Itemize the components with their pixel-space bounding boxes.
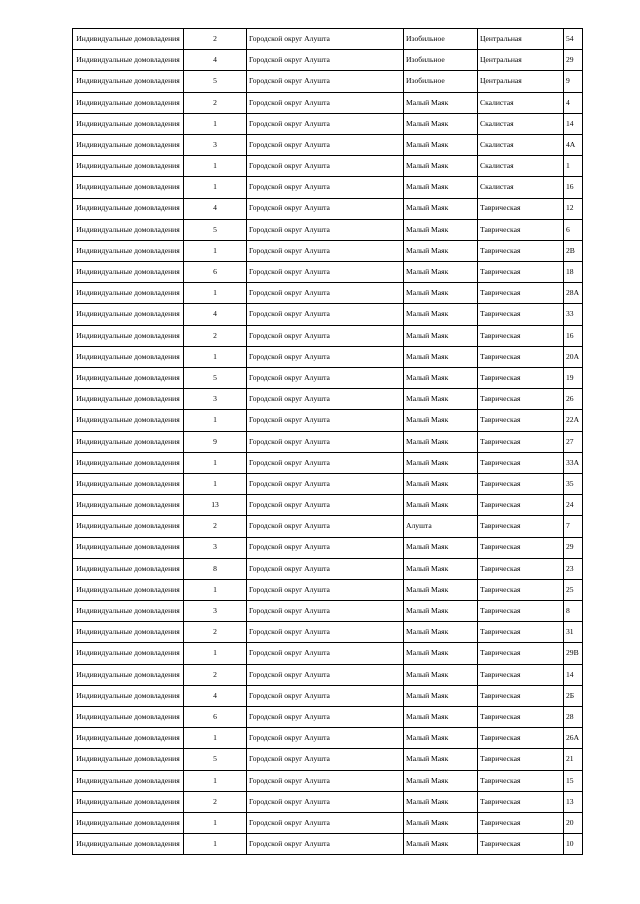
cell-street: Скалистая xyxy=(478,134,564,155)
housing-table xyxy=(72,28,583,855)
cell-count: 3 xyxy=(184,389,247,410)
cell-house-number: 20А xyxy=(564,346,583,367)
cell-locality: Малый Маяк xyxy=(404,834,478,855)
table-row xyxy=(73,770,583,791)
cell-house-number: 1 xyxy=(564,156,583,177)
cell-count: 9 xyxy=(184,431,247,452)
cell-locality: Алушта xyxy=(404,516,478,537)
cell-house-number: 21 xyxy=(564,749,583,770)
cell-district: Городской округ Алушта xyxy=(247,812,404,833)
table-row xyxy=(73,707,583,728)
cell-district: Городской округ Алушта xyxy=(247,113,404,134)
cell-type: Индивидуальные домовладения xyxy=(73,389,184,410)
cell-locality: Малый Маяк xyxy=(404,452,478,473)
cell-district: Городской округ Алушта xyxy=(247,283,404,304)
table-row xyxy=(73,262,583,283)
cell-count: 4 xyxy=(184,50,247,71)
cell-count: 2 xyxy=(184,29,247,50)
cell-district: Городской округ Алушта xyxy=(247,495,404,516)
cell-street: Таврическая xyxy=(478,325,564,346)
cell-district: Городской округ Алушта xyxy=(247,770,404,791)
cell-street: Таврическая xyxy=(478,389,564,410)
cell-type: Индивидуальные домовладения xyxy=(73,346,184,367)
cell-district: Городской округ Алушта xyxy=(247,452,404,473)
table-row xyxy=(73,579,583,600)
cell-street: Таврическая xyxy=(478,495,564,516)
cell-count: 1 xyxy=(184,452,247,473)
cell-district: Городской округ Алушта xyxy=(247,728,404,749)
cell-district: Городской округ Алушта xyxy=(247,643,404,664)
cell-locality: Малый Маяк xyxy=(404,240,478,261)
table-row xyxy=(73,198,583,219)
cell-district: Городской округ Алушта xyxy=(247,558,404,579)
cell-locality: Малый Маяк xyxy=(404,410,478,431)
cell-type: Индивидуальные домовладения xyxy=(73,304,184,325)
cell-street: Скалистая xyxy=(478,177,564,198)
cell-type: Индивидуальные домовладения xyxy=(73,707,184,728)
cell-count: 4 xyxy=(184,304,247,325)
cell-locality: Малый Маяк xyxy=(404,791,478,812)
cell-street: Таврическая xyxy=(478,685,564,706)
cell-count: 1 xyxy=(184,346,247,367)
cell-count: 1 xyxy=(184,728,247,749)
cell-street: Таврическая xyxy=(478,749,564,770)
cell-count: 1 xyxy=(184,240,247,261)
cell-type: Индивидуальные домовладения xyxy=(73,368,184,389)
cell-locality: Малый Маяк xyxy=(404,134,478,155)
cell-street: Таврическая xyxy=(478,728,564,749)
cell-street: Скалистая xyxy=(478,156,564,177)
cell-count: 2 xyxy=(184,92,247,113)
cell-street: Центральная xyxy=(478,50,564,71)
cell-district: Городской округ Алушта xyxy=(247,791,404,812)
cell-locality: Малый Маяк xyxy=(404,325,478,346)
cell-type: Индивидуальные домовладения xyxy=(73,410,184,431)
cell-house-number: 19 xyxy=(564,368,583,389)
cell-count: 2 xyxy=(184,791,247,812)
table-row xyxy=(73,622,583,643)
table-row xyxy=(73,346,583,367)
cell-house-number: 26А xyxy=(564,728,583,749)
cell-type: Индивидуальные домовладения xyxy=(73,791,184,812)
cell-district: Городской округ Алушта xyxy=(247,622,404,643)
cell-street: Таврическая xyxy=(478,240,564,261)
cell-house-number: 26 xyxy=(564,389,583,410)
cell-locality: Малый Маяк xyxy=(404,389,478,410)
cell-count: 1 xyxy=(184,812,247,833)
cell-district: Городской округ Алушта xyxy=(247,707,404,728)
cell-street: Центральная xyxy=(478,29,564,50)
cell-type: Индивидуальные домовладения xyxy=(73,262,184,283)
cell-district: Городской округ Алушта xyxy=(247,304,404,325)
cell-house-number: 12 xyxy=(564,198,583,219)
cell-street: Таврическая xyxy=(478,262,564,283)
cell-locality: Малый Маяк xyxy=(404,664,478,685)
cell-house-number: 24 xyxy=(564,495,583,516)
table-row xyxy=(73,749,583,770)
cell-count: 4 xyxy=(184,198,247,219)
cell-street: Скалистая xyxy=(478,92,564,113)
cell-type: Индивидуальные домовладения xyxy=(73,685,184,706)
cell-street: Таврическая xyxy=(478,452,564,473)
cell-locality: Малый Маяк xyxy=(404,622,478,643)
cell-count: 1 xyxy=(184,473,247,494)
table-row xyxy=(73,537,583,558)
table-row xyxy=(73,473,583,494)
cell-count: 2 xyxy=(184,622,247,643)
table-row xyxy=(73,177,583,198)
table-row xyxy=(73,495,583,516)
cell-type: Индивидуальные домовладения xyxy=(73,134,184,155)
table-row xyxy=(73,685,583,706)
table-row xyxy=(73,219,583,240)
cell-house-number: 29 xyxy=(564,50,583,71)
cell-type: Индивидуальные домовладения xyxy=(73,177,184,198)
cell-count: 3 xyxy=(184,601,247,622)
cell-count: 2 xyxy=(184,664,247,685)
cell-type: Индивидуальные домовладения xyxy=(73,643,184,664)
cell-count: 1 xyxy=(184,283,247,304)
document-page xyxy=(72,28,582,855)
cell-type: Индивидуальные домовладения xyxy=(73,325,184,346)
cell-house-number: 27 xyxy=(564,431,583,452)
cell-house-number: 15 xyxy=(564,770,583,791)
cell-type: Индивидуальные домовладения xyxy=(73,431,184,452)
cell-locality: Малый Маяк xyxy=(404,283,478,304)
cell-locality: Малый Маяк xyxy=(404,92,478,113)
cell-locality: Малый Маяк xyxy=(404,198,478,219)
cell-house-number: 4А xyxy=(564,134,583,155)
cell-locality: Малый Маяк xyxy=(404,177,478,198)
cell-house-number: 33А xyxy=(564,452,583,473)
table-row xyxy=(73,452,583,473)
cell-type: Индивидуальные домовладения xyxy=(73,770,184,791)
cell-street: Скалистая xyxy=(478,113,564,134)
cell-house-number: 28 xyxy=(564,707,583,728)
cell-type: Индивидуальные домовладения xyxy=(73,71,184,92)
cell-type: Индивидуальные домовладения xyxy=(73,601,184,622)
cell-house-number: 18 xyxy=(564,262,583,283)
table-row xyxy=(73,240,583,261)
cell-house-number: 33 xyxy=(564,304,583,325)
table-row xyxy=(73,410,583,431)
table-row xyxy=(73,389,583,410)
table-row xyxy=(73,431,583,452)
cell-house-number: 4 xyxy=(564,92,583,113)
cell-count: 1 xyxy=(184,177,247,198)
cell-locality: Малый Маяк xyxy=(404,304,478,325)
cell-count: 2 xyxy=(184,325,247,346)
cell-house-number: 35 xyxy=(564,473,583,494)
cell-locality: Малый Маяк xyxy=(404,643,478,664)
cell-type: Индивидуальные домовладения xyxy=(73,452,184,473)
cell-district: Городской округ Алушта xyxy=(247,325,404,346)
cell-district: Городской округ Алушта xyxy=(247,262,404,283)
cell-house-number: 14 xyxy=(564,664,583,685)
cell-locality: Малый Маяк xyxy=(404,685,478,706)
cell-type: Индивидуальные домовладения xyxy=(73,113,184,134)
cell-type: Индивидуальные домовладения xyxy=(73,92,184,113)
cell-count: 6 xyxy=(184,262,247,283)
table-row xyxy=(73,812,583,833)
cell-locality: Малый Маяк xyxy=(404,219,478,240)
cell-locality: Малый Маяк xyxy=(404,770,478,791)
cell-street: Таврическая xyxy=(478,346,564,367)
cell-district: Городской округ Алушта xyxy=(247,156,404,177)
table-row xyxy=(73,134,583,155)
cell-house-number: 16 xyxy=(564,177,583,198)
table-row xyxy=(73,368,583,389)
table-body xyxy=(73,29,583,855)
cell-house-number: 23 xyxy=(564,558,583,579)
cell-type: Индивидуальные домовладения xyxy=(73,749,184,770)
cell-type: Индивидуальные домовладения xyxy=(73,834,184,855)
cell-house-number: 16 xyxy=(564,325,583,346)
cell-house-number: 2В xyxy=(564,240,583,261)
cell-count: 1 xyxy=(184,156,247,177)
cell-count: 8 xyxy=(184,558,247,579)
cell-district: Городской округ Алушта xyxy=(247,219,404,240)
cell-type: Индивидуальные домовладения xyxy=(73,812,184,833)
cell-district: Городской округ Алушта xyxy=(247,134,404,155)
cell-count: 4 xyxy=(184,685,247,706)
cell-locality: Малый Маяк xyxy=(404,728,478,749)
cell-district: Городской округ Алушта xyxy=(247,389,404,410)
cell-type: Индивидуальные домовладения xyxy=(73,219,184,240)
cell-locality: Малый Маяк xyxy=(404,812,478,833)
cell-house-number: 31 xyxy=(564,622,583,643)
cell-count: 6 xyxy=(184,707,247,728)
cell-street: Таврическая xyxy=(478,622,564,643)
cell-district: Городской округ Алушта xyxy=(247,431,404,452)
table-row xyxy=(73,304,583,325)
cell-locality: Малый Маяк xyxy=(404,579,478,600)
cell-type: Индивидуальные домовладения xyxy=(73,50,184,71)
cell-locality: Малый Маяк xyxy=(404,495,478,516)
table-row xyxy=(73,325,583,346)
cell-type: Индивидуальные домовладения xyxy=(73,240,184,261)
cell-type: Индивидуальные домовладения xyxy=(73,29,184,50)
cell-street: Таврическая xyxy=(478,283,564,304)
cell-count: 5 xyxy=(184,749,247,770)
cell-count: 5 xyxy=(184,368,247,389)
cell-locality: Малый Маяк xyxy=(404,113,478,134)
cell-type: Индивидуальные домовладения xyxy=(73,283,184,304)
table-row xyxy=(73,92,583,113)
cell-type: Индивидуальные домовладения xyxy=(73,198,184,219)
cell-district: Городской округ Алушта xyxy=(247,579,404,600)
cell-street: Таврическая xyxy=(478,579,564,600)
cell-house-number: 13 xyxy=(564,791,583,812)
cell-street: Таврическая xyxy=(478,219,564,240)
cell-district: Городской округ Алушта xyxy=(247,50,404,71)
table-row xyxy=(73,156,583,177)
cell-locality: Малый Маяк xyxy=(404,262,478,283)
cell-house-number: 22А xyxy=(564,410,583,431)
cell-type: Индивидуальные домовладения xyxy=(73,495,184,516)
cell-house-number: 28А xyxy=(564,283,583,304)
table-row xyxy=(73,50,583,71)
table-row xyxy=(73,791,583,812)
cell-locality: Малый Маяк xyxy=(404,346,478,367)
cell-street: Таврическая xyxy=(478,834,564,855)
cell-house-number: 54 xyxy=(564,29,583,50)
cell-house-number: 6 xyxy=(564,219,583,240)
cell-type: Индивидуальные домовладения xyxy=(73,156,184,177)
cell-type: Индивидуальные домовладения xyxy=(73,579,184,600)
table-row xyxy=(73,558,583,579)
cell-locality: Малый Маяк xyxy=(404,558,478,579)
cell-locality: Малый Маяк xyxy=(404,368,478,389)
cell-street: Таврическая xyxy=(478,473,564,494)
cell-count: 1 xyxy=(184,579,247,600)
cell-count: 3 xyxy=(184,134,247,155)
cell-district: Городской округ Алушта xyxy=(247,29,404,50)
cell-locality: Изобильное xyxy=(404,29,478,50)
cell-street: Таврическая xyxy=(478,558,564,579)
cell-type: Индивидуальные домовладения xyxy=(73,728,184,749)
cell-district: Городской округ Алушта xyxy=(247,473,404,494)
cell-district: Городской округ Алушта xyxy=(247,537,404,558)
cell-count: 1 xyxy=(184,113,247,134)
cell-locality: Изобильное xyxy=(404,71,478,92)
cell-count: 5 xyxy=(184,219,247,240)
cell-district: Городской округ Алушта xyxy=(247,516,404,537)
cell-locality: Малый Маяк xyxy=(404,537,478,558)
cell-district: Городской округ Алушта xyxy=(247,749,404,770)
cell-street: Таврическая xyxy=(478,304,564,325)
cell-house-number: 29В xyxy=(564,643,583,664)
cell-count: 1 xyxy=(184,410,247,431)
cell-count: 13 xyxy=(184,495,247,516)
cell-street: Таврическая xyxy=(478,664,564,685)
cell-count: 1 xyxy=(184,834,247,855)
cell-district: Городской округ Алушта xyxy=(247,685,404,706)
cell-street: Таврическая xyxy=(478,643,564,664)
cell-house-number: 29 xyxy=(564,537,583,558)
cell-house-number: 25 xyxy=(564,579,583,600)
table-row xyxy=(73,113,583,134)
table-row xyxy=(73,664,583,685)
cell-street: Таврическая xyxy=(478,516,564,537)
cell-house-number: 10 xyxy=(564,834,583,855)
cell-locality: Малый Маяк xyxy=(404,156,478,177)
cell-house-number: 2Б xyxy=(564,685,583,706)
table-row xyxy=(73,728,583,749)
cell-locality: Малый Маяк xyxy=(404,431,478,452)
cell-street: Таврическая xyxy=(478,812,564,833)
cell-district: Городской округ Алушта xyxy=(247,368,404,389)
cell-type: Индивидуальные домовладения xyxy=(73,516,184,537)
cell-count: 5 xyxy=(184,71,247,92)
cell-street: Таврическая xyxy=(478,198,564,219)
cell-count: 1 xyxy=(184,770,247,791)
cell-district: Городской округ Алушта xyxy=(247,177,404,198)
cell-district: Городской округ Алушта xyxy=(247,71,404,92)
cell-house-number: 14 xyxy=(564,113,583,134)
table-row xyxy=(73,643,583,664)
table-row xyxy=(73,283,583,304)
table-row xyxy=(73,29,583,50)
cell-street: Таврическая xyxy=(478,707,564,728)
cell-district: Городской округ Алушта xyxy=(247,198,404,219)
cell-count: 1 xyxy=(184,643,247,664)
table-row xyxy=(73,516,583,537)
table-row xyxy=(73,834,583,855)
cell-house-number: 9 xyxy=(564,71,583,92)
cell-type: Индивидуальные домовладения xyxy=(73,473,184,494)
cell-district: Городской округ Алушта xyxy=(247,240,404,261)
cell-district: Городской округ Алушта xyxy=(247,834,404,855)
cell-house-number: 7 xyxy=(564,516,583,537)
cell-street: Таврическая xyxy=(478,601,564,622)
cell-locality: Малый Маяк xyxy=(404,601,478,622)
cell-street: Таврическая xyxy=(478,770,564,791)
cell-type: Индивидуальные домовладения xyxy=(73,622,184,643)
cell-district: Городской округ Алушта xyxy=(247,92,404,113)
cell-street: Таврическая xyxy=(478,537,564,558)
cell-type: Индивидуальные домовладения xyxy=(73,537,184,558)
cell-street: Таврическая xyxy=(478,431,564,452)
cell-type: Индивидуальные домовладения xyxy=(73,664,184,685)
cell-house-number: 8 xyxy=(564,601,583,622)
cell-locality: Изобильное xyxy=(404,50,478,71)
cell-street: Таврическая xyxy=(478,368,564,389)
cell-district: Городской округ Алушта xyxy=(247,346,404,367)
cell-locality: Малый Маяк xyxy=(404,749,478,770)
cell-street: Таврическая xyxy=(478,791,564,812)
cell-locality: Малый Маяк xyxy=(404,473,478,494)
cell-street: Центральная xyxy=(478,71,564,92)
table-row xyxy=(73,71,583,92)
cell-locality: Малый Маяк xyxy=(404,707,478,728)
cell-district: Городской округ Алушта xyxy=(247,601,404,622)
table-row xyxy=(73,601,583,622)
cell-count: 3 xyxy=(184,537,247,558)
cell-street: Таврическая xyxy=(478,410,564,431)
cell-district: Городской округ Алушта xyxy=(247,664,404,685)
cell-type: Индивидуальные домовладения xyxy=(73,558,184,579)
cell-district: Городской округ Алушта xyxy=(247,410,404,431)
cell-count: 2 xyxy=(184,516,247,537)
cell-house-number: 20 xyxy=(564,812,583,833)
